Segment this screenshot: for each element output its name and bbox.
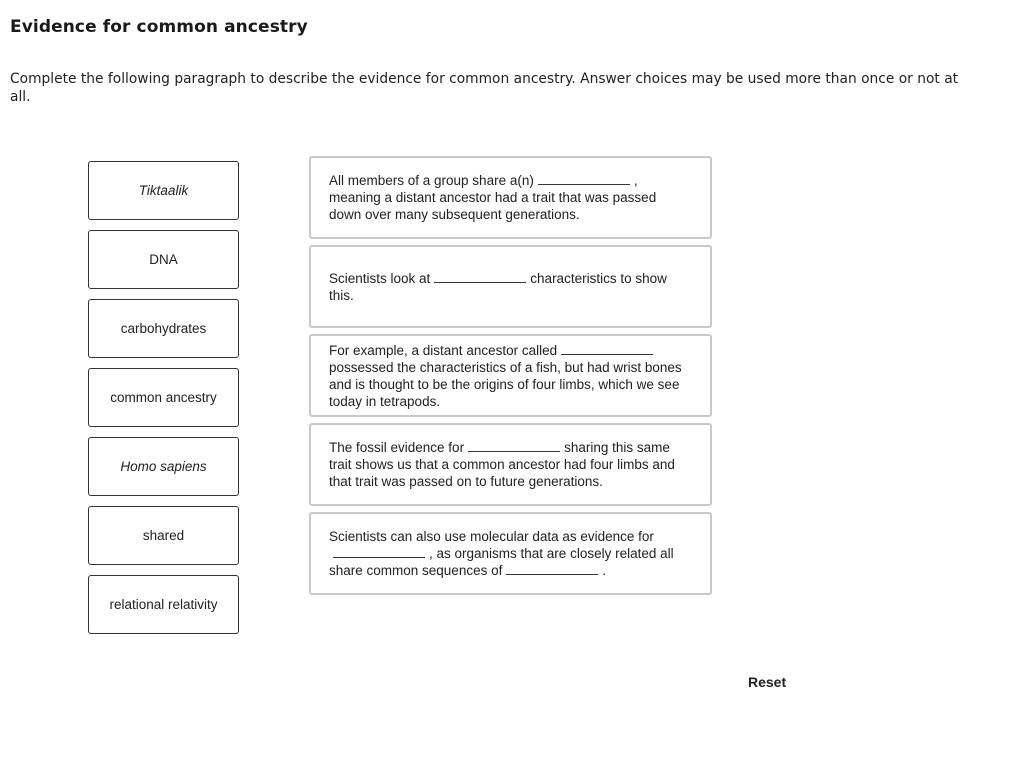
choice-tiktaalik[interactable]: Tiktaalik — [88, 161, 239, 220]
drop-blank-5[interactable] — [333, 545, 425, 558]
drop-blank-4[interactable] — [468, 439, 560, 452]
statement-text: For example, a distant ancestor called — [329, 342, 558, 358]
choice-shared[interactable]: shared — [88, 506, 239, 565]
reset-button[interactable]: Reset — [748, 674, 787, 690]
statement-4 — [309, 423, 712, 506]
statement-text: sharing this same trait shows us that a common ancestor had four limbs and that trait was passed on to future generations. — [329, 440, 675, 489]
statement-text: Scientists can also use molecular data as evidence for — [329, 529, 654, 544]
choice-homo-sapiens[interactable]: Homo sapiens — [88, 437, 239, 496]
drop-blank-6[interactable] — [506, 562, 598, 575]
statement-2 — [309, 245, 712, 328]
choice-common-ancestry[interactable]: common ancestry — [88, 368, 239, 427]
choice-dna[interactable]: DNA — [88, 230, 239, 289]
statement-text: The fossil evidence for — [329, 440, 465, 455]
statement-1 — [309, 156, 712, 239]
statement-3 — [309, 334, 712, 417]
statement-5 — [309, 512, 712, 595]
choice-carbohydrates[interactable]: carbohydrates — [88, 299, 239, 358]
statement-text: All members of a group share a(n) — [329, 173, 534, 188]
choice-relational-relativity[interactable]: relational relativity — [88, 575, 239, 634]
page-title: Evidence for common ancestry — [10, 17, 308, 37]
answer-choices — [88, 161, 239, 644]
instructions-text: Complete the following paragraph to describe the evidence for common ancestry. Answer choices may be used more than once or not at all. — [10, 71, 959, 105]
statement-list — [309, 156, 712, 601]
statement-text: characteristics to show this. — [329, 270, 667, 303]
statement-text: possessed the characteristics of a fish, but had wrist bones and is thought to be the origins of four limbs, which we see today in tetrapods. — [329, 359, 682, 409]
statement-text: Scientists look at — [329, 270, 431, 286]
drop-blank-2[interactable] — [434, 270, 526, 283]
statement-text: , as organisms that are closely related all share common sequences of — [329, 546, 674, 578]
drop-blank-1[interactable] — [538, 172, 630, 185]
statement-text: . — [602, 563, 607, 578]
statement-text: , meaning a distant ancestor had a trait that was passed down over many subsequent generations. — [329, 173, 657, 222]
drop-blank-3[interactable] — [561, 342, 653, 355]
